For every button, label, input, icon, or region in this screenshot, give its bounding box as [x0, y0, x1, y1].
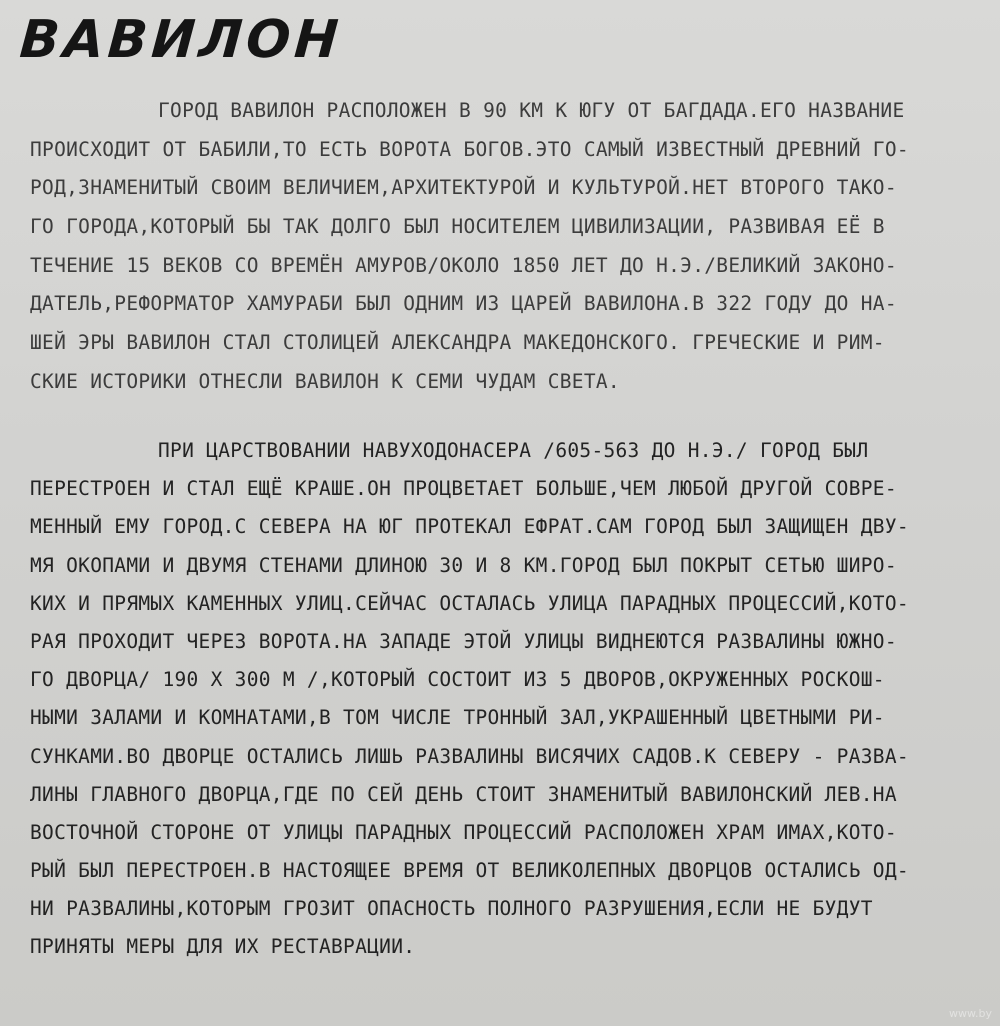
text-line: СУНКАМИ.ВО ДВОРЦЕ ОСТАЛИСЬ ЛИШЬ РАЗВАЛИНЫ ВИСЯЧИХ САДОВ.К СЕВЕРУ - РАЗВА- [30, 744, 909, 768]
page-title: ВАВИЛОН [17, 10, 345, 70]
text-line: ВОСТОЧНОЙ СТОРОНЕ ОТ УЛИЦЫ ПАРАДНЫХ ПРОЦЕССИЙ РАСПОЛОЖЕН ХРАМ ИМАХ,КОТО- [30, 820, 897, 844]
paragraph-1 [30, 92, 960, 402]
text-line: ПРИНЯТЫ МЕРЫ ДЛЯ ИХ РЕСТАВРАЦИИ. [30, 935, 416, 959]
text-line: ДАТЕЛЬ,РЕФОРМАТОР ХАМУРАБИ БЫЛ ОДНИМ ИЗ ЦАРЕЙ ВАВИЛОНА.В 322 ГОДУ ДО НА- [30, 292, 897, 316]
text-line: ТЕЧЕНИЕ 15 ВЕКОВ СО ВРЕМЁН АМУРОВ/ОКОЛО 1850 ЛЕТ ДО Н.Э./ВЕЛИКИЙ ЗАКОНО- [30, 253, 897, 277]
text-line: НИ РАЗВАЛИНЫ,КОТОРЫМ ГРОЗИТ ОПАСНОСТЬ ПОЛНОГО РАЗРУШЕНИЯ,ЕСЛИ НЕ БУДУТ [30, 897, 873, 921]
watermark: www.by [949, 1007, 992, 1020]
text-line: СКИЕ ИСТОРИКИ ОТНЕСЛИ ВАВИЛОН К СЕМИ ЧУДАМ СВЕТА. [30, 369, 620, 393]
paragraph-2 [30, 432, 960, 967]
text-line: РАЯ ПРОХОДИТ ЧЕРЕЗ ВОРОТА.НА ЗАПАДЕ ЭТОЙ УЛИЦЫ ВИДНЕЮТСЯ РАЗВАЛИНЫ ЮЖНО- [30, 629, 897, 653]
text-line: ГО ДВОРЦА/ 190 Х 300 М /,КОТОРЫЙ СОСТОИТ ИЗ 5 ДВОРОВ,ОКРУЖЕННЫХ РОСКОШ- [30, 668, 885, 692]
text-line: ПРОИСХОДИТ ОТ БАБИЛИ,ТО ЕСТЬ ВОРОТА БОГОВ.ЭТО САМЫЙ ИЗВЕСТНЫЙ ДРЕВНИЙ ГО- [30, 137, 909, 161]
text-line: ПРИ ЦАРСТВОВАНИИ НАВУХОДОНАСЕРА /605-563 ДО Н.Э./ ГОРОД БЫЛ [158, 439, 869, 462]
text-line: ГО ГОРОДА,КОТОРЫЙ БЫ ТАК ДОЛГО БЫЛ НОСИТЕЛЕМ ЦИВИЛИЗАЦИИ, РАЗВИВАЯ ЕЁ В [30, 215, 885, 239]
text-line: ПЕРЕСТРОЕН И СТАЛ ЕЩЁ КРАШЕ.ОН ПРОЦВЕТАЕТ БОЛЬШЕ,ЧЕМ ЛЮБОЙ ДРУГОЙ СОВРЕ- [30, 477, 897, 501]
text-line: НЫМИ ЗАЛАМИ И КОМНАТАМИ,В ТОМ ЧИСЛЕ ТРОННЫЙ ЗАЛ,УКРАШЕННЫЙ ЦВЕТНЫМИ РИ- [30, 706, 885, 730]
text-line: МЯ ОКОПАМИ И ДВУМЯ СТЕНАМИ ДЛИНОЮ 30 И 8 КМ.ГОРОД БЫЛ ПОКРЫТ СЕТЬЮ ШИРО- [30, 553, 897, 577]
text-line: ЛИНЫ ГЛАВНОГО ДВОРЦА,ГДЕ ПО СЕЙ ДЕНЬ СТОИТ ЗНАМЕНИТЫЙ ВАВИЛОНСКИЙ ЛЕВ.НА [30, 782, 897, 806]
text-line: РОД,ЗНАМЕНИТЫЙ СВОИМ ВЕЛИЧИЕМ,АРХИТЕКТУРОЙ И КУЛЬТУРОЙ.НЕТ ВТОРОГО ТАКО- [30, 176, 897, 200]
text-line: РЫЙ БЫЛ ПЕРЕСТРОЕН.В НАСТОЯЩЕЕ ВРЕМЯ ОТ ВЕЛИКОЛЕПНЫХ ДВОРЦОВ ОСТАЛИСЬ ОД- [30, 859, 909, 883]
text-line: ШЕЙ ЭРЫ ВАВИЛОН СТАЛ СТОЛИЦЕЙ АЛЕКСАНДРА МАКЕДОНСКОГО. ГРЕЧЕСКИЕ И РИМ- [30, 331, 885, 355]
text-line: ГОРОД ВАВИЛОН РАСПОЛОЖЕН В 90 КМ К ЮГУ ОТ БАГДАДА.ЕГО НАЗВАНИЕ [158, 99, 905, 122]
text-line: МЕННЫЙ ЕМУ ГОРОД.С СЕВЕРА НА ЮГ ПРОТЕКАЛ ЕФРАТ.САМ ГОРОД БЫЛ ЗАЩИЩЕН ДВУ- [30, 515, 909, 539]
text-line: КИХ И ПРЯМЫХ КАМЕННЫХ УЛИЦ.СЕЙЧАС ОСТАЛАСЬ УЛИЦА ПАРАДНЫХ ПРОЦЕССИЙ,КОТО- [30, 591, 909, 615]
